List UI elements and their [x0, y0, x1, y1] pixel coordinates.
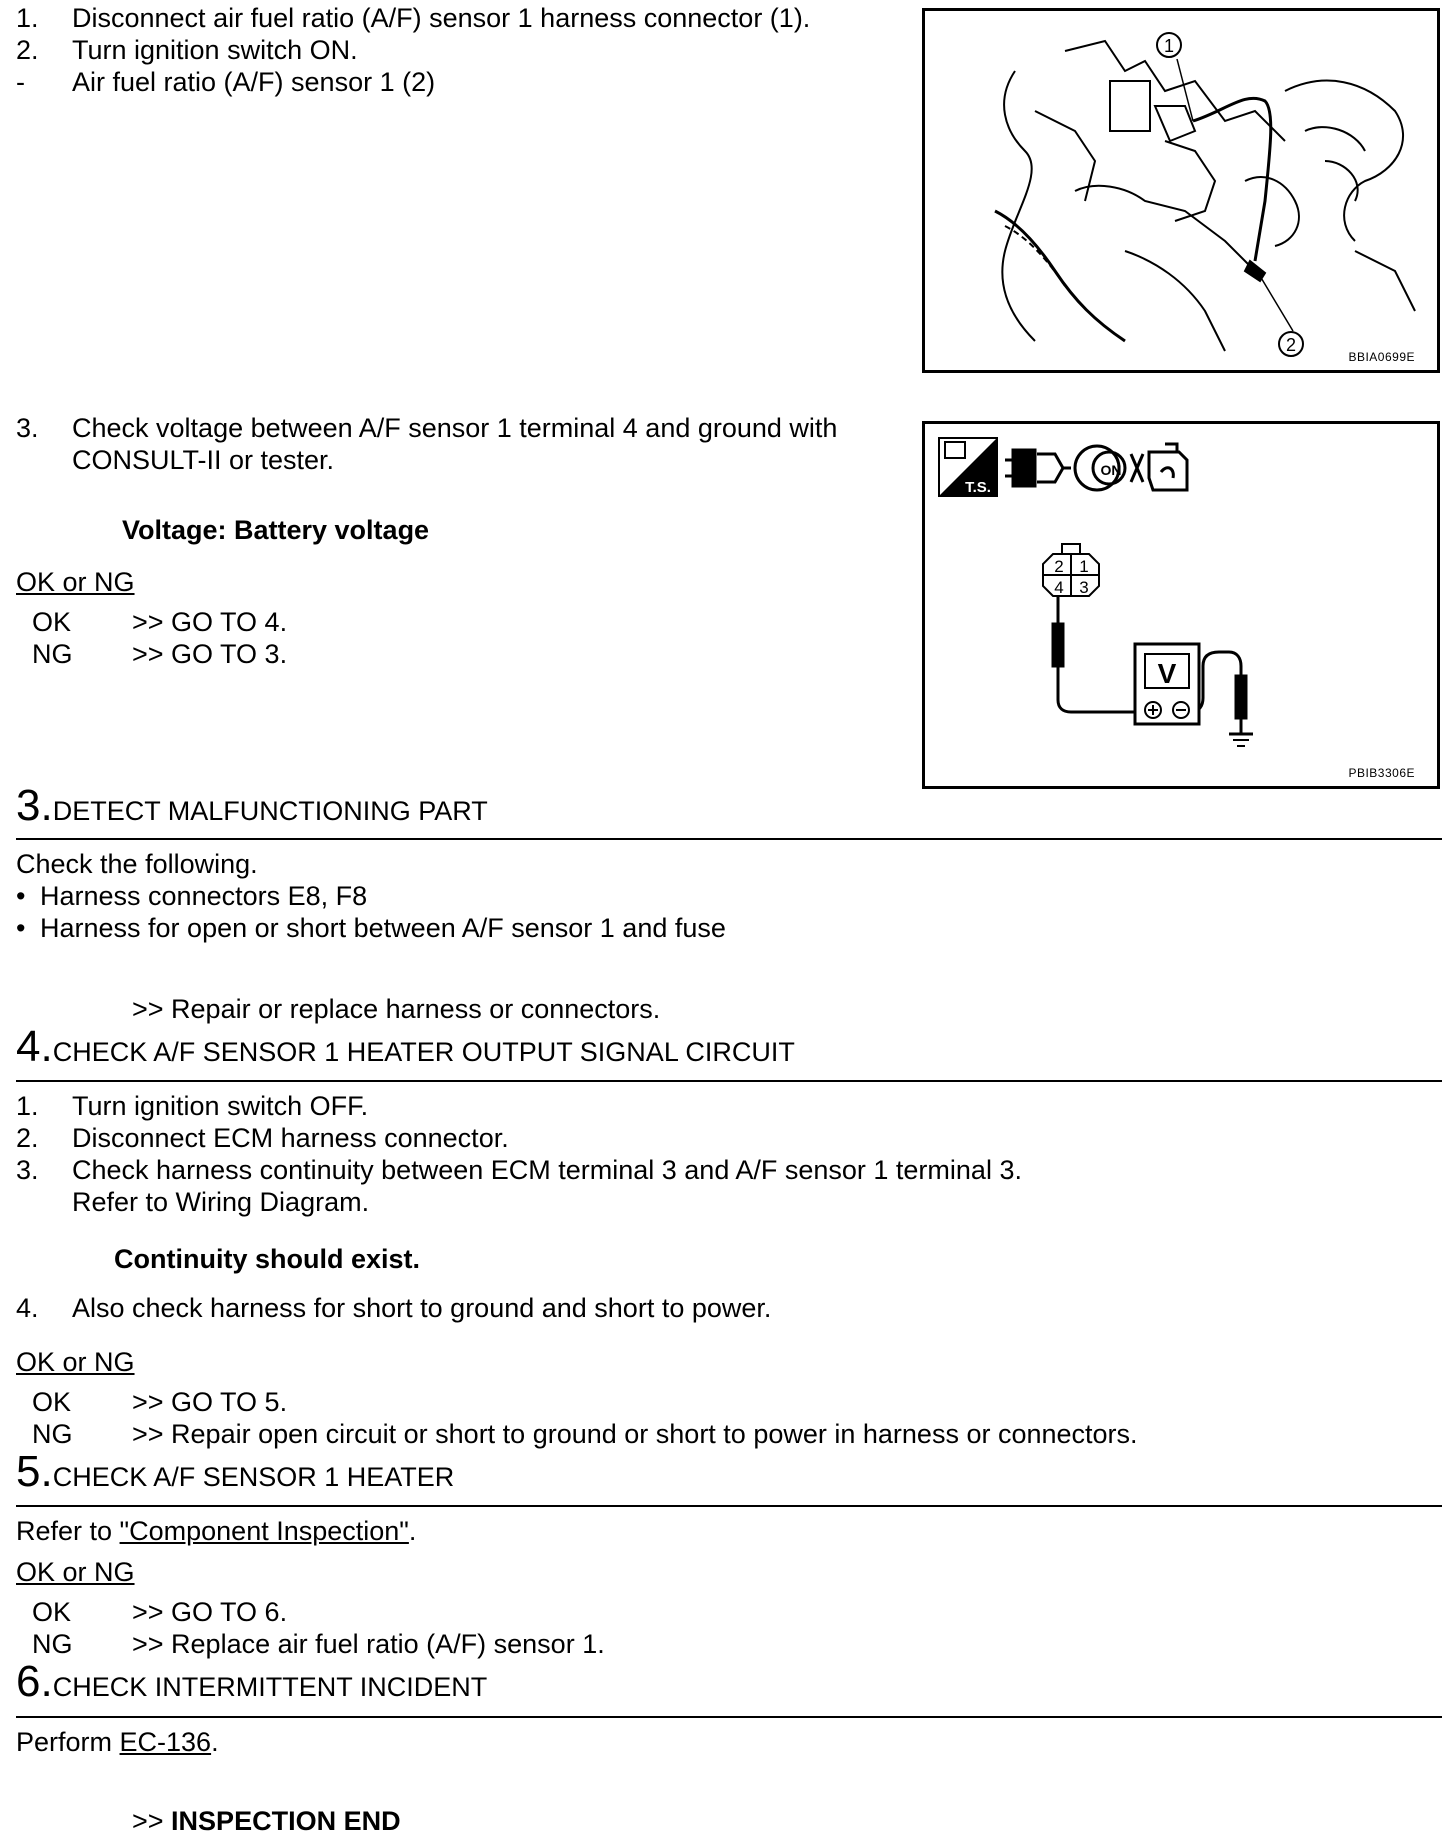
ok-label: OK	[32, 1387, 72, 1417]
ng-result: >> GO TO 3.	[132, 639, 288, 669]
voltmeter-icon	[1135, 644, 1199, 724]
intro-step: - Air fuel ratio (A/F) sensor 1 (2)	[16, 67, 436, 97]
step-item: 4. Also check harness for short to ground and short to power.	[16, 1293, 772, 1323]
section-divider	[16, 1080, 1442, 1082]
step-item: 2. Disconnect ECM harness connector.	[16, 1123, 509, 1153]
pin-1: 1	[1079, 557, 1089, 576]
ok-label: OK	[32, 607, 72, 637]
svg-text:T.S.: T.S.	[965, 479, 991, 496]
ignition-on-icon	[1075, 446, 1125, 490]
action-result: >> Repair or replace harness or connectors.	[132, 994, 661, 1024]
section-heading-6	[16, 1658, 487, 1706]
pin-2: 2	[1054, 557, 1064, 576]
intro-step: 1. Disconnect air fuel ratio (A/F) sensor 1 harness connector (1).	[16, 3, 811, 33]
voltage-diagram	[925, 424, 1437, 786]
section-title: DETECT MALFUNCTIONING PART	[52, 796, 488, 826]
figure-code: BBIA0699E	[1348, 350, 1415, 364]
section-intro: Check the following.	[16, 849, 258, 879]
ok-ng-title: OK or NG	[16, 567, 135, 597]
intro-steps	[16, 2, 896, 102]
figure-code: PBIB3306E	[1348, 766, 1415, 780]
section-divider	[16, 838, 1442, 840]
section-number: 6.	[16, 1657, 53, 1706]
ec-136-link[interactable]: EC-136	[119, 1727, 212, 1757]
ts-icon	[939, 438, 997, 496]
callout-2: 2	[1285, 335, 1297, 355]
voltage-spec: Voltage: Battery voltage	[122, 515, 430, 545]
figure-af-sensor-location	[922, 8, 1440, 373]
figure-voltage-check	[922, 421, 1440, 789]
engine-disconnect-icon	[1131, 444, 1187, 490]
step-continuation: Refer to Wiring Diagram.	[72, 1187, 370, 1217]
section-heading-3	[16, 782, 488, 830]
section-divider	[16, 1716, 1442, 1718]
callout-1: 1	[1163, 36, 1175, 56]
ng-result: >> Replace air fuel ratio (A/F) sensor 1.	[132, 1629, 605, 1659]
inspection-end: >> INSPECTION END	[132, 1806, 401, 1836]
check-voltage-step: 3. Check voltage between A/F sensor 1 terminal 4 and ground with CONSULT-II or tester.	[16, 413, 838, 475]
section-title: CHECK INTERMITTENT INCIDENT	[52, 1672, 488, 1702]
ng-label: NG	[32, 1629, 73, 1659]
section-number: 4.	[16, 1022, 53, 1071]
component-inspection-link[interactable]: "Component Inspection"	[119, 1516, 409, 1546]
bullet-item: • Harness connectors E8, F8	[16, 881, 368, 911]
svg-text:ON: ON	[1100, 462, 1122, 478]
svg-text:V: V	[1157, 658, 1177, 689]
ok-label: OK	[32, 1597, 72, 1627]
bullet-item: • Harness for open or short between A/F sensor 1 and fuse	[16, 913, 726, 943]
ng-result: >> Repair open circuit or short to ground or short to power in harness or connectors.	[132, 1419, 1138, 1449]
perform-line: Perform EC-136.	[16, 1727, 219, 1757]
ok-result: >> GO TO 6.	[132, 1597, 288, 1627]
ok-result: >> GO TO 4.	[132, 607, 288, 637]
pin-4: 4	[1054, 578, 1064, 597]
section-heading-5	[16, 1448, 454, 1496]
step-item: 3. Check harness continuity between ECM terminal 3 and A/F sensor 1 terminal 3.	[16, 1155, 1022, 1185]
ok-result: >> GO TO 5.	[132, 1387, 288, 1417]
refer-line: Refer to "Component Inspection".	[16, 1516, 417, 1546]
section-heading-4	[16, 1023, 795, 1071]
connector-icon	[1005, 450, 1071, 486]
ng-label: NG	[32, 639, 73, 669]
section-steps	[16, 1090, 1216, 1220]
sensor-connector	[1043, 544, 1099, 597]
section-number: 5.	[16, 1447, 53, 1496]
ok-ng-title: OK or NG	[16, 1347, 135, 1377]
section-number: 3.	[16, 781, 53, 830]
continuity-spec: Continuity should exist.	[114, 1244, 421, 1274]
section-title: CHECK A/F SENSOR 1 HEATER	[52, 1462, 455, 1492]
intro-step: 2. Turn ignition switch ON.	[16, 35, 358, 65]
pin-3: 3	[1079, 578, 1089, 597]
section-title: CHECK A/F SENSOR 1 HEATER OUTPUT SIGNAL CIRCUIT	[52, 1037, 795, 1067]
ok-ng-title: OK or NG	[16, 1557, 135, 1587]
step-item: 1. Turn ignition switch OFF.	[16, 1091, 369, 1121]
engine-illustration	[925, 11, 1437, 370]
ng-label: NG	[32, 1419, 73, 1449]
section-divider	[16, 1505, 1442, 1507]
